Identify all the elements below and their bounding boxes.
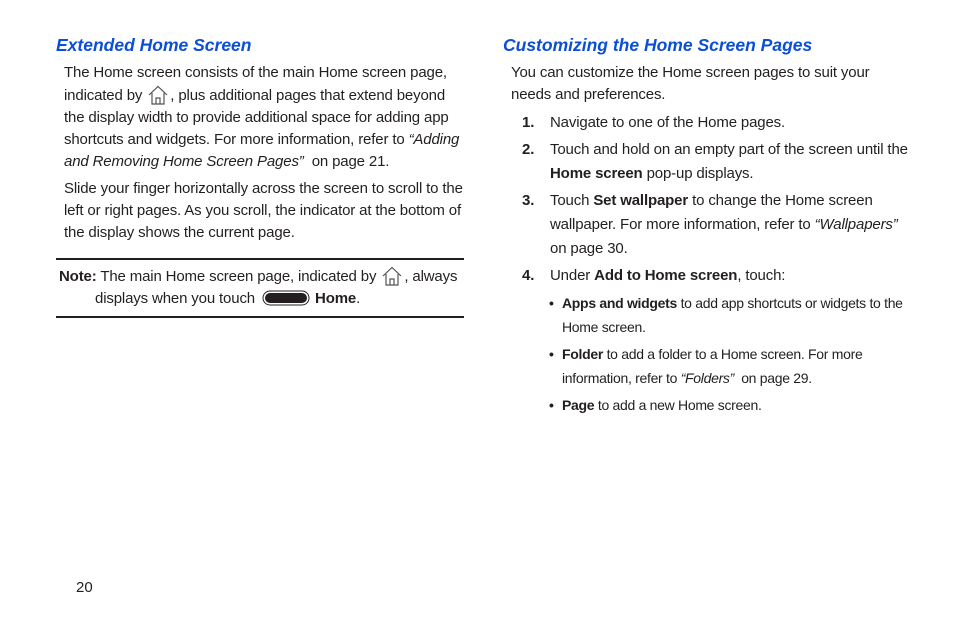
list-item [503, 138, 913, 186]
left-column [56, 34, 464, 318]
home-icon [147, 84, 169, 106]
home-icon [381, 265, 403, 287]
text: Touch and hold on an empty part of the screen until the [550, 141, 908, 158]
paragraph-customize-intro: You can customize the Home screen pages to suit your needs and preferences. [511, 64, 870, 103]
paragraph-home-screen-intro [64, 62, 464, 173]
note-box [56, 258, 464, 318]
text: Touch [550, 192, 590, 209]
text: Navigate to one of the Home pages. [550, 114, 786, 131]
ui-term: Set wallpaper [593, 192, 689, 209]
cross-reference-link[interactable]: “Wallpapers” [814, 216, 898, 233]
note-label: Note: [59, 268, 97, 285]
cross-reference-link[interactable]: “Adding and Removing Home Screen Pages” [64, 131, 460, 170]
text: on page 29. [741, 370, 812, 386]
options-list [503, 291, 913, 417]
text: on page 30. [550, 240, 628, 257]
page-number: 20 [76, 579, 93, 596]
text: to add app shortcuts or widgets to the Home screen. [562, 295, 903, 335]
text: The main Home screen page, indicated by [100, 268, 377, 285]
step-number: 1. [522, 114, 535, 131]
text: . [356, 290, 361, 307]
text: on page 21. [311, 153, 390, 170]
text: The Home screen consists of the main Home screen page, indicated by [64, 64, 447, 104]
list-item [503, 264, 913, 288]
text: displays when you touch [95, 290, 255, 307]
step-number: 2. [522, 141, 535, 158]
bullet-icon: • [549, 397, 554, 413]
section-heading-extended-home-screen: Extended Home Screen [56, 35, 252, 55]
text: Under [550, 267, 591, 284]
list-item [503, 342, 913, 390]
list-item [503, 189, 913, 261]
text: , always [404, 268, 458, 285]
ui-term: Apps and widgets [562, 295, 677, 311]
cross-reference-link[interactable]: “Folders” [680, 370, 734, 386]
home-key-icon [265, 293, 307, 303]
paragraph-scroll-instructions: Slide your finger horizontally across the screen to scroll to the left or right pages. As you scroll, the indicator at the bottom of the display shows the current page. [64, 180, 463, 241]
text: to add a folder to a Home screen. For more information, refer to [562, 346, 863, 386]
steps-list [503, 111, 913, 288]
text: pop-up displays. [646, 165, 754, 182]
step-number: 3. [522, 192, 535, 209]
text: to add a new Home screen. [597, 397, 762, 413]
ui-term: Add to Home screen [594, 267, 738, 284]
list-item [503, 111, 913, 135]
text: , touch: [737, 267, 786, 284]
list-item [503, 393, 913, 417]
right-column [503, 34, 913, 420]
list-item [503, 291, 913, 339]
step-number: 4. [522, 267, 535, 284]
ui-term: Page [562, 397, 595, 413]
bullet-icon: • [549, 295, 554, 311]
text: to change the Home screen wallpaper. For more information, refer to [550, 192, 873, 233]
text: , plus additional pages that extend beyond the display width to provide additional space for adding app shortcuts and widgets. For more information, refer to [64, 87, 449, 148]
ui-term: Folder [562, 346, 603, 362]
bullet-icon: • [549, 346, 554, 362]
section-heading-customizing: Customizing the Home Screen Pages [503, 35, 813, 55]
home-key-label: Home [315, 290, 357, 307]
ui-term: Home screen [550, 165, 643, 182]
